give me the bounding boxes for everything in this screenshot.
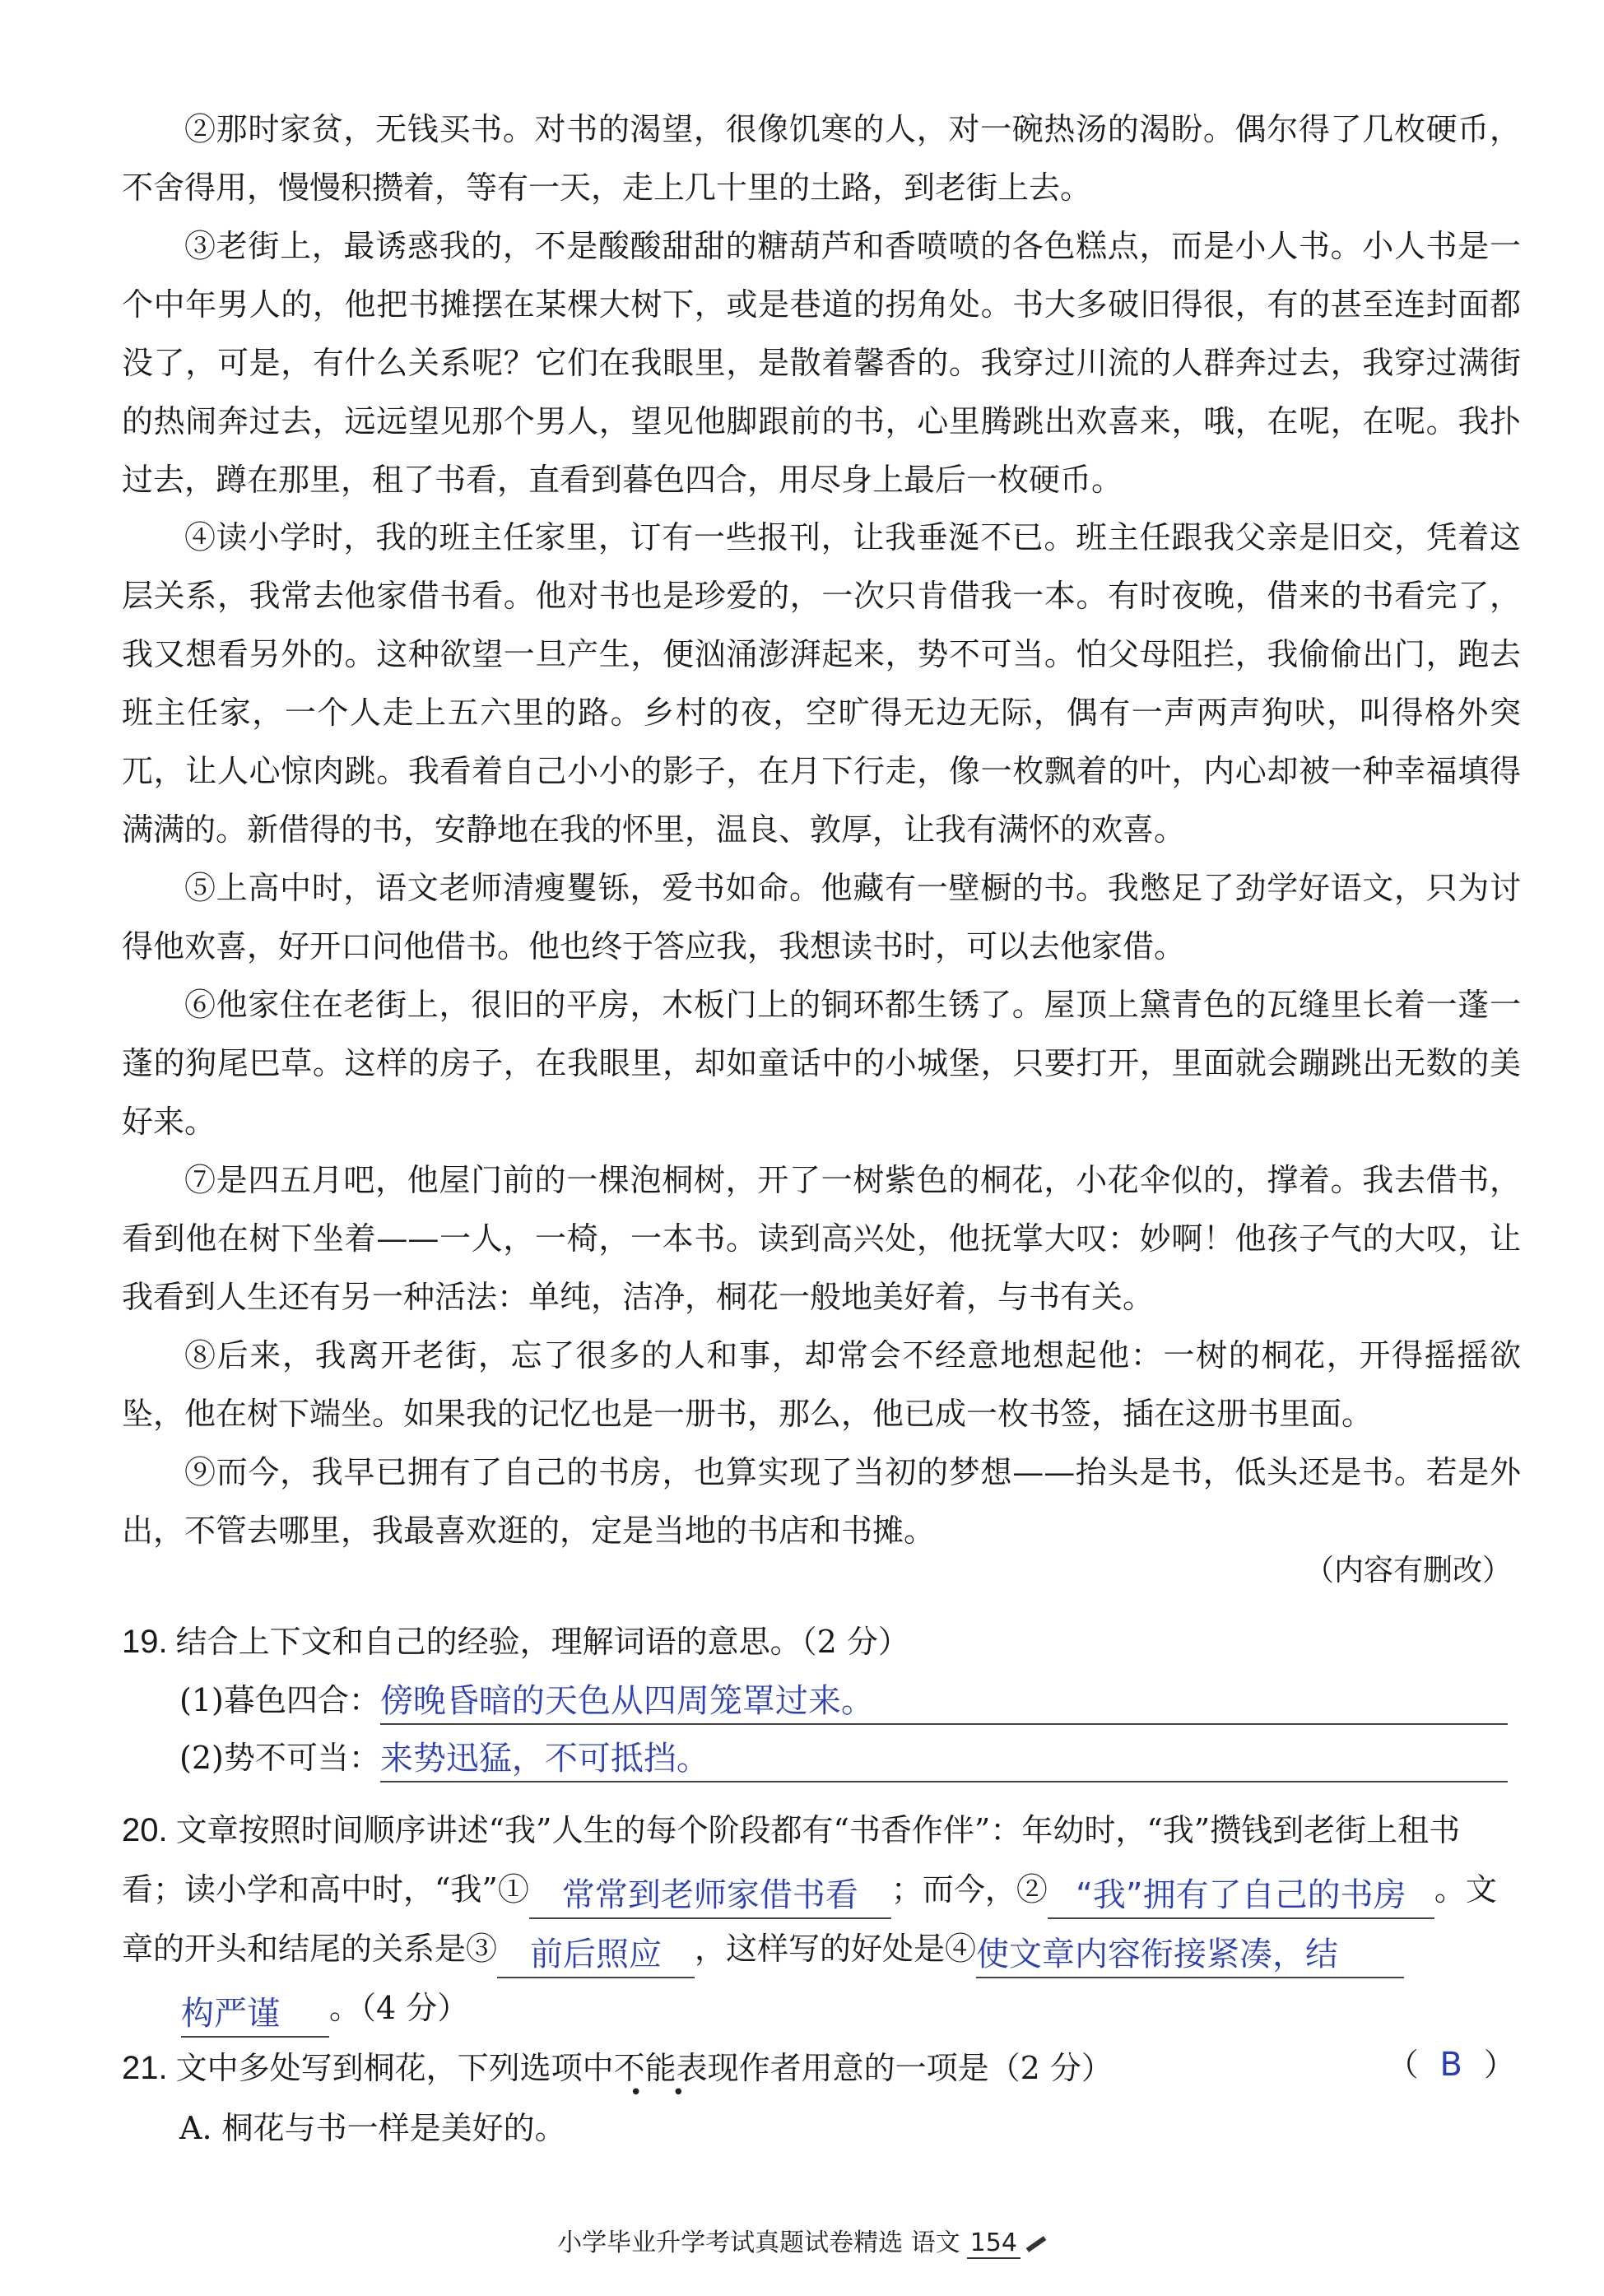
question-text: ，这样写的好处是④: [695, 1931, 977, 1967]
handwritten-answer: “我”拥有了自己的书房: [1076, 1876, 1406, 1914]
question-text: ；而今，②: [890, 1871, 1048, 1908]
question-19: [122, 1613, 1521, 1671]
answer-line[interactable]: [380, 1736, 1508, 1782]
handwritten-answer: 傍晚昏暗的天色从四周笼罩过来。: [379, 1682, 874, 1720]
pen-icon: [1026, 2236, 1047, 2252]
question-20: [122, 1801, 1521, 2038]
page-number: 154: [967, 2229, 1021, 2259]
item-label: (2)势不可当：: [179, 1740, 380, 1776]
paren-open: （: [1387, 2047, 1419, 2083]
passage-paragraph-9: ⑨而今，我早已拥有了自己的书房，也算实现了当初的梦想——抬头是书，低头还是书。若是外出，不管去哪里，我最喜欢逛的，定是当地的书店和书摊。: [122, 1454, 1521, 1549]
question-number: 20.: [122, 1812, 168, 1848]
passage-paragraph-7: ⑦是四五月吧，他屋门前的一棵泡桐树，开了一树紫色的桐花，小花伞似的，撑着。我去借书，看到他在树下坐着——一人，一椅，一本书。读到高兴处，他抚掌大叹：妙啊！他孩子气的大叹，让我看到人生还有另一种活法：单纯，洁净，桐花一般地美好着，与书有关。: [122, 1162, 1521, 1315]
answer-line-3[interactable]: [497, 1932, 695, 1978]
question-21: [122, 2039, 1521, 2097]
question-text: 。文章的开头和结尾的关系是③: [122, 1871, 1497, 1967]
answer-line-2[interactable]: [1048, 1873, 1434, 1919]
page-footer: [0, 2222, 1604, 2258]
answer-line-4[interactable]: [976, 1932, 1404, 1978]
question-number: 21.: [122, 2050, 168, 2086]
answer-line-1[interactable]: [529, 1873, 891, 1919]
passage-paragraph-8: ⑧后来，我离开老街，忘了很多的人和事，却常会不经意地想起他：一树的桐花，开得摇摇欲坠，他在树下端坐。如果我的记忆也是一册书，那么，他已成一枚书签，插在这册书里面。: [122, 1337, 1521, 1432]
passage-paragraph-3: ③老街上，最诱惑我的，不是酸酸甜甜的糖葫芦和香喷喷的各色糕点，而是小人书。小人书是一个中年男人的，他把书摊摆在某棵大树下，或是巷道的拐角处。书大多破旧得很，有的甚至连封面都没了，可是，有什么关系呢？它们在我眼里，是散着馨香的。我穿过川流的人群奔过去，我穿过满街的热闹奔过去，远远望见那个男人，望见他脚跟前的书，心里腾跳出欢喜来，哦，在呢，在呢。我扑过去，蹲在那里，租了书看，直看到暮色四合，用尽身上最后一枚硬币。: [122, 228, 1521, 498]
handwritten-answer: 构严谨: [181, 1995, 280, 2033]
handwritten-answer: 使文章内容衔接紧凑，结: [976, 1936, 1339, 1973]
passage-paragraph-2: ②那时家贫，无钱买书。对书的渴望，很像饥寒的人，对一碗热汤的渴盼。偶尔得了几枚硬币，不舍得用，慢慢积攒着，等有一天，走上几十里的土路，到老街上去。: [122, 111, 1521, 206]
question-text: 文中多处写到桐花，下列选项中不能表现作者用意的一项是（2 分）: [175, 2050, 1113, 2086]
item-label: (1)暮色四合：: [179, 1682, 380, 1718]
question-text: 结合上下文和自己的经验，理解词语的意思。（2 分）: [175, 1624, 909, 1660]
paren-close: ）: [1483, 2047, 1515, 2083]
question-number: 19.: [122, 1624, 168, 1660]
answer-line-4-cont[interactable]: [181, 1992, 329, 2038]
q19-item-1: [179, 1676, 1508, 1725]
passage-paragraph-4: ④读小学时，我的班主任家里，订有一些报刊，让我垂涎不已。班主任跟我父亲是旧交，凭着这层关系，我常去他家借书看。他对书也是珍爱的，一次只肯借我一本。有时夜晚，借来的书看完了，我又想看另外的。这种欲望一旦产生，便汹涌澎湃起来，势不可当。怕父母阻拦，我偷偷出门，跑去班主任家，一个人走上五六里的路。乡村的夜，空旷得无边无际，偶有一声两声狗吠，叫得格外突兀，让人心惊肉跳。我看着自己小小的影子，在月下行走，像一枚飘着的叶，内心却被一种幸福填得满满的。新借得的书，安静地在我的怀里，温良、敦厚，让我有满怀的欢喜。: [122, 519, 1521, 848]
q19-item-2: [179, 1733, 1508, 1782]
handwritten-answer: 来势迅猛，不可抵挡。: [379, 1740, 709, 1778]
q21-option-a: A. 桐花与书一样是美好的。: [179, 2110, 566, 2146]
emphasis-dots: • •: [630, 2080, 696, 2105]
answer-line[interactable]: [380, 1679, 1508, 1725]
footer-title: 小学毕业升学考试真题试卷精选 语文: [557, 2229, 960, 2257]
handwritten-answer: 常常到老师家借书看: [561, 1876, 858, 1914]
question-text: 文章按照时间顺序讲述“我”人生的每个阶段都有“书香作伴”：年幼时，“我”攒钱到老街上租书看；读小学和高中时，“我”①: [122, 1812, 1461, 1908]
passage-paragraph-6: ⑥他家住在老街上，很旧的平房，木板门上的铜环都生锈了。屋顶上黛青色的瓦缝里长着一蓬一蓬的狗尾巴草。这样的房子，在我眼里，却如童话中的小城堡，只要打开，里面就会蹦跳出无数的美好来。: [122, 987, 1521, 1140]
passage-paragraph-5: ⑤上高中时，语文老师清瘦矍铄，爱书如命。他藏有一壁橱的书。我憋足了劲学好语文，只为讨得他欢喜，好开口问他借书。他也终于答应我，我想读书时，可以去他家借。: [122, 870, 1521, 964]
source-note: （内容有删改）: [1304, 1554, 1512, 1587]
handwritten-answer: 前后照应: [530, 1936, 663, 1973]
q21-answer-box[interactable]: [1388, 2039, 1515, 2085]
handwritten-answer: B: [1439, 2046, 1462, 2084]
question-text: 。（4 分）: [329, 1990, 469, 2026]
